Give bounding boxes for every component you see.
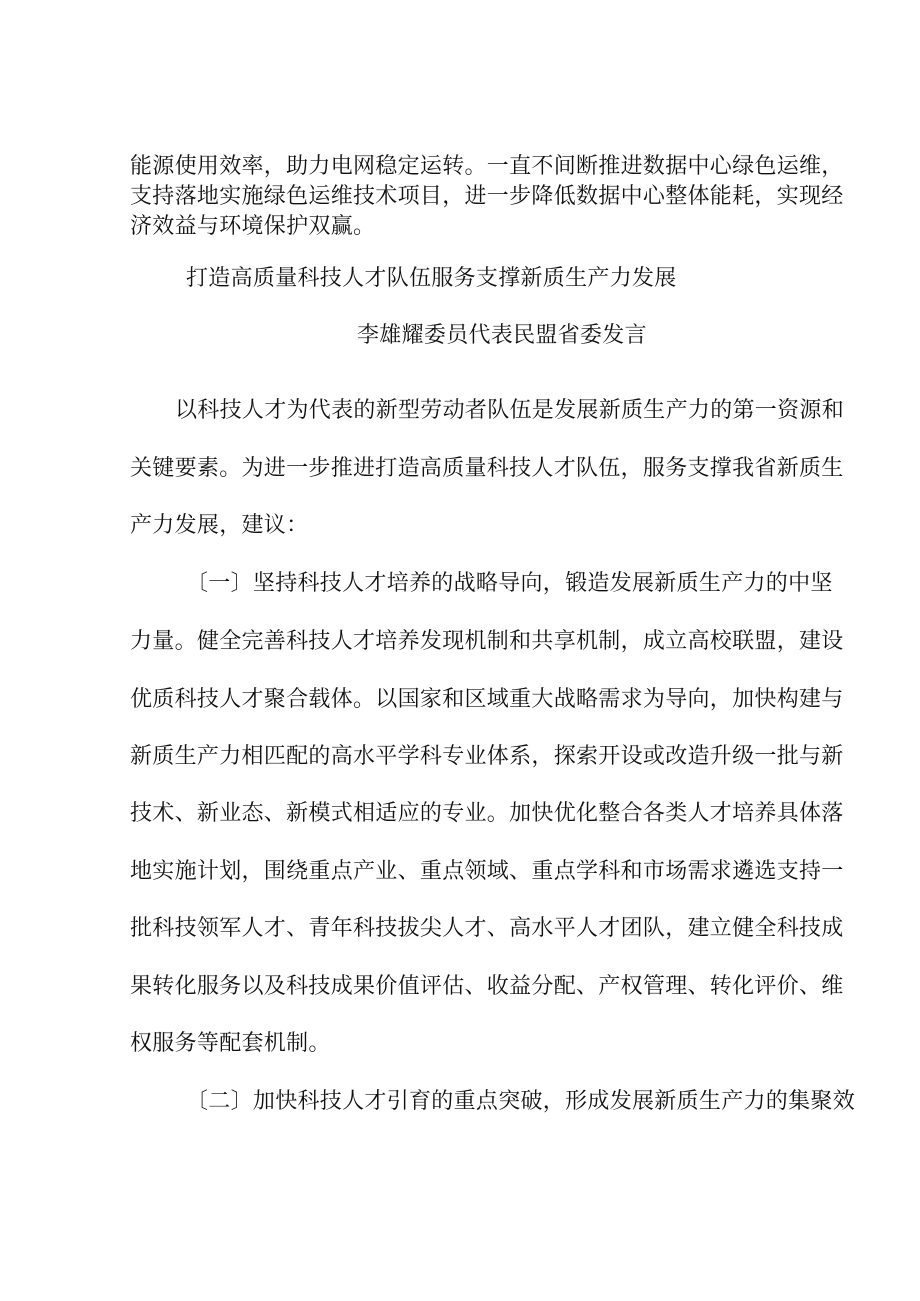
- section-1-line-6: 地实施计划，围绕重点产业、重点领域、重点学科和市场需求遴选支持一: [130, 859, 844, 884]
- intro-line-2: 支持落地实施绿色运维技术项目，进一步降低数据中心整体能耗，实现经: [130, 184, 844, 209]
- paragraph-1-line-2: 关键要素。为进一步推进打造高质量科技人才队伍，服务支撑我省新质生: [130, 456, 844, 481]
- section-1-line-7: 批科技领军人才、青年科技拔尖人才、高水平人才团队，建立健全科技成: [130, 916, 844, 941]
- speaker-line: 李雄耀委员代表民盟省委发言: [357, 323, 647, 348]
- paragraph-1-line-1: 以科技人才为代表的新型劳动者队伍是发展新质生产力的第一资源和: [175, 398, 845, 423]
- section-2-line-1: 〔二〕加快科技人才引育的重点突破，形成发展新质生产力的集聚效: [186, 1089, 856, 1114]
- section-1-line-8: 果转化服务以及科技成果价值评估、收益分配、产权管理、转化评价、维: [130, 974, 844, 999]
- section-1-line-9: 权服务等配套机制。: [130, 1031, 331, 1056]
- intro-line-1: 能源使用效率，助力电网稳定运转。一直不间断推进数据中心绿色运维，: [130, 154, 844, 179]
- section-1-line-3: 优质科技人才聚合载体。以国家和区域重大战略需求为导向，加快构建与: [130, 687, 844, 712]
- paragraph-1-line-3: 产力发展，建议：: [130, 513, 309, 538]
- section-1-line-5: 技术、新业态、新模式相适应的专业。加快优化整合各类人才培养具体落: [130, 801, 844, 826]
- article-title: 打造高质量科技人才队伍服务支撑新质生产力发展: [186, 266, 677, 291]
- section-1-line-2: 力量。健全完善科技人才培养发现机制和共享机制，成立高校联盟，建设: [130, 629, 844, 654]
- section-1-line-4: 新质生产力相匹配的高水平学科专业体系，探索开设或改造升级一批与新: [130, 744, 844, 769]
- intro-line-3: 济效益与环境保护双赢。: [130, 214, 376, 239]
- section-1-line-1: 〔一〕坚持科技人才培养的战略导向，锻造发展新质生产力的中坚: [186, 571, 833, 596]
